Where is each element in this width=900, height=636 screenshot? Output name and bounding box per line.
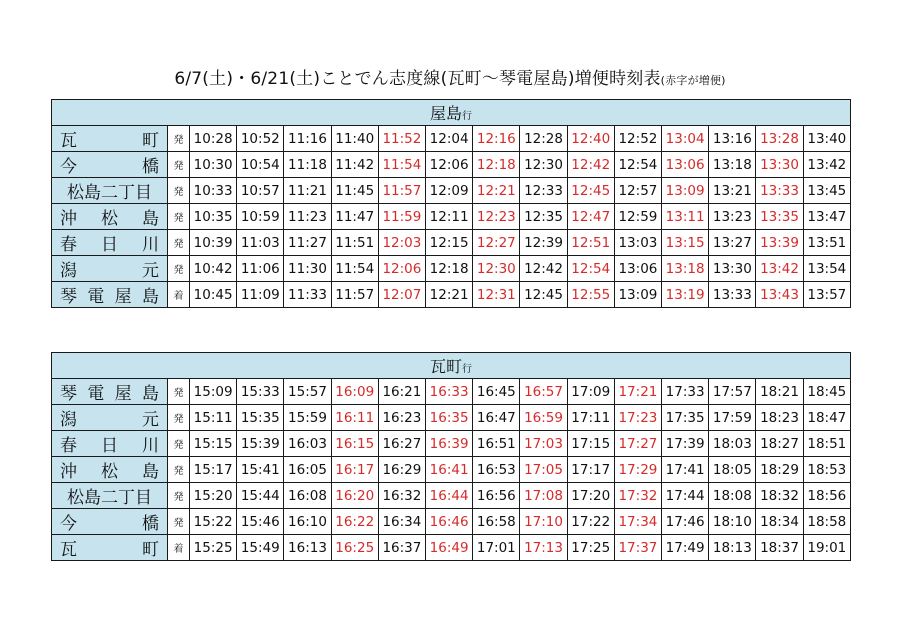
- station-name: 沖 松 島: [52, 204, 168, 230]
- time-cell: 12:18: [426, 256, 473, 282]
- extra-time-cell: 12:07: [378, 282, 425, 308]
- time-cell: 18:56: [803, 483, 850, 509]
- extra-time-cell: 13:28: [756, 126, 803, 152]
- time-cell: 12:30: [520, 152, 567, 178]
- extra-time-cell: 13:19: [662, 282, 709, 308]
- extra-time-cell: 17:23: [614, 405, 661, 431]
- time-cell: 11:23: [284, 204, 331, 230]
- table-row: [52, 535, 851, 561]
- time-cell: 10:35: [190, 204, 237, 230]
- table-row: [52, 152, 851, 178]
- time-cell: 13:45: [803, 178, 850, 204]
- time-cell: 16:56: [473, 483, 520, 509]
- time-cell: 13:54: [803, 256, 850, 282]
- extra-time-cell: 11:54: [378, 152, 425, 178]
- time-cell: 16:34: [378, 509, 425, 535]
- extra-time-cell: 16:41: [426, 457, 473, 483]
- timetable-to-kawaramachi: [51, 352, 851, 561]
- extra-time-cell: 12:27: [473, 230, 520, 256]
- arrival-departure-mark: 発: [168, 457, 190, 483]
- time-cell: 18:23: [756, 405, 803, 431]
- time-cell: 10:39: [190, 230, 237, 256]
- time-cell: 13:06: [614, 256, 661, 282]
- extra-time-cell: 17:03: [520, 431, 567, 457]
- time-cell: 10:30: [190, 152, 237, 178]
- arrival-departure-mark: 発: [168, 126, 190, 152]
- station-name: 沖 松 島: [52, 457, 168, 483]
- table-row: [52, 178, 851, 204]
- time-cell: 15:46: [237, 509, 284, 535]
- extra-time-cell: 13:09: [662, 178, 709, 204]
- time-cell: 18:05: [709, 457, 756, 483]
- time-cell: 17:01: [473, 535, 520, 561]
- time-cell: 12:09: [426, 178, 473, 204]
- extra-time-cell: 16:17: [331, 457, 378, 483]
- time-cell: 18:10: [709, 509, 756, 535]
- direction-suffix: 行: [462, 364, 472, 375]
- time-cell: 15:59: [284, 405, 331, 431]
- time-cell: 12:52: [614, 126, 661, 152]
- extra-time-cell: 13:15: [662, 230, 709, 256]
- table-row: [52, 457, 851, 483]
- direction-header: [52, 100, 851, 126]
- time-cell: 16:47: [473, 405, 520, 431]
- time-cell: 18:03: [709, 431, 756, 457]
- extra-time-cell: 13:04: [662, 126, 709, 152]
- time-cell: 17:15: [567, 431, 614, 457]
- time-cell: 13:47: [803, 204, 850, 230]
- time-cell: 15:39: [237, 431, 284, 457]
- time-cell: 16:58: [473, 509, 520, 535]
- time-cell: 16:37: [378, 535, 425, 561]
- time-cell: 12:04: [426, 126, 473, 152]
- extra-time-cell: 17:08: [520, 483, 567, 509]
- table-row: [52, 509, 851, 535]
- extra-time-cell: 11:52: [378, 126, 425, 152]
- time-cell: 12:42: [520, 256, 567, 282]
- extra-time-cell: 11:57: [378, 178, 425, 204]
- time-cell: 17:44: [662, 483, 709, 509]
- table-row: [52, 204, 851, 230]
- extra-time-cell: 12:55: [567, 282, 614, 308]
- time-cell: 12:15: [426, 230, 473, 256]
- extra-time-cell: 12:42: [567, 152, 614, 178]
- arrival-departure-mark: 発: [168, 379, 190, 405]
- time-cell: 11:42: [331, 152, 378, 178]
- time-cell: 11:03: [237, 230, 284, 256]
- station-name: 春 日 川: [52, 230, 168, 256]
- time-cell: 13:40: [803, 126, 850, 152]
- time-cell: 18:27: [756, 431, 803, 457]
- time-cell: 16:53: [473, 457, 520, 483]
- title-main: 6/7(土)・6/21(土)ことでん志度線(瓦町～琴電屋島)増便時刻表: [174, 69, 661, 89]
- time-cell: 11:09: [237, 282, 284, 308]
- extra-time-cell: 16:11: [331, 405, 378, 431]
- time-cell: 17:22: [567, 509, 614, 535]
- time-cell: 10:33: [190, 178, 237, 204]
- extra-time-cell: 16:46: [426, 509, 473, 535]
- time-cell: 15:35: [237, 405, 284, 431]
- station-name: 潟 元: [52, 405, 168, 431]
- extra-time-cell: 17:10: [520, 509, 567, 535]
- extra-time-cell: 12:23: [473, 204, 520, 230]
- station-name: 松島二丁目: [52, 178, 168, 204]
- extra-time-cell: 12:16: [473, 126, 520, 152]
- time-cell: 18:53: [803, 457, 850, 483]
- time-cell: 17:59: [709, 405, 756, 431]
- extra-time-cell: 13:30: [756, 152, 803, 178]
- time-cell: 13:09: [614, 282, 661, 308]
- extra-time-cell: 12:03: [378, 230, 425, 256]
- time-cell: 10:45: [190, 282, 237, 308]
- time-cell: 17:25: [567, 535, 614, 561]
- extra-time-cell: 16:09: [331, 379, 378, 405]
- time-cell: 13:57: [803, 282, 850, 308]
- time-cell: 18:32: [756, 483, 803, 509]
- extra-time-cell: 17:13: [520, 535, 567, 561]
- time-cell: 18:21: [756, 379, 803, 405]
- time-cell: 13:21: [709, 178, 756, 204]
- direction-header-row: [52, 353, 851, 379]
- time-cell: 17:33: [662, 379, 709, 405]
- time-cell: 13:33: [709, 282, 756, 308]
- station-name: 琴 電 屋 島: [52, 379, 168, 405]
- extra-time-cell: 17:37: [614, 535, 661, 561]
- arrival-departure-mark: 発: [168, 405, 190, 431]
- time-cell: 17:41: [662, 457, 709, 483]
- arrival-departure-mark: 着: [168, 535, 190, 561]
- time-cell: 12:21: [426, 282, 473, 308]
- time-cell: 11:51: [331, 230, 378, 256]
- time-cell: 13:03: [614, 230, 661, 256]
- time-cell: 12:35: [520, 204, 567, 230]
- extra-time-cell: 12:18: [473, 152, 520, 178]
- time-cell: 17:09: [567, 379, 614, 405]
- page-title: [0, 64, 900, 89]
- extra-time-cell: 17:34: [614, 509, 661, 535]
- time-cell: 16:51: [473, 431, 520, 457]
- extra-time-cell: 17:27: [614, 431, 661, 457]
- time-cell: 16:05: [284, 457, 331, 483]
- time-cell: 13:23: [709, 204, 756, 230]
- time-cell: 19:01: [803, 535, 850, 561]
- time-cell: 13:18: [709, 152, 756, 178]
- extra-time-cell: 17:29: [614, 457, 661, 483]
- arrival-departure-mark: 発: [168, 230, 190, 256]
- time-cell: 11:54: [331, 256, 378, 282]
- direction-header: [52, 353, 851, 379]
- time-cell: 13:30: [709, 256, 756, 282]
- timetable-to-yashima: [51, 99, 851, 308]
- time-cell: 13:51: [803, 230, 850, 256]
- extra-time-cell: 16:20: [331, 483, 378, 509]
- time-cell: 18:45: [803, 379, 850, 405]
- time-cell: 15:25: [190, 535, 237, 561]
- time-cell: 16:32: [378, 483, 425, 509]
- extra-time-cell: 16:44: [426, 483, 473, 509]
- extra-time-cell: 12:40: [567, 126, 614, 152]
- extra-time-cell: 13:33: [756, 178, 803, 204]
- extra-time-cell: 16:25: [331, 535, 378, 561]
- table-row: [52, 282, 851, 308]
- time-cell: 15:33: [237, 379, 284, 405]
- time-cell: 11:33: [284, 282, 331, 308]
- time-cell: 11:16: [284, 126, 331, 152]
- extra-time-cell: 12:06: [378, 256, 425, 282]
- extra-time-cell: 17:05: [520, 457, 567, 483]
- time-cell: 16:21: [378, 379, 425, 405]
- extra-time-cell: 13:18: [662, 256, 709, 282]
- extra-time-cell: 13:35: [756, 204, 803, 230]
- arrival-departure-mark: 発: [168, 509, 190, 535]
- extra-time-cell: 12:21: [473, 178, 520, 204]
- time-cell: 18:08: [709, 483, 756, 509]
- station-name: 琴 電 屋 島: [52, 282, 168, 308]
- table-row: [52, 126, 851, 152]
- time-cell: 12:57: [614, 178, 661, 204]
- station-name: 瓦 町: [52, 126, 168, 152]
- time-cell: 11:57: [331, 282, 378, 308]
- time-cell: 16:13: [284, 535, 331, 561]
- extra-time-cell: 16:22: [331, 509, 378, 535]
- table-row: [52, 379, 851, 405]
- time-cell: 18:13: [709, 535, 756, 561]
- time-cell: 15:57: [284, 379, 331, 405]
- table-row: [52, 256, 851, 282]
- time-cell: 10:54: [237, 152, 284, 178]
- time-cell: 12:54: [614, 152, 661, 178]
- station-name: 今 橋: [52, 152, 168, 178]
- arrival-departure-mark: 発: [168, 256, 190, 282]
- extra-time-cell: 16:35: [426, 405, 473, 431]
- time-cell: 11:30: [284, 256, 331, 282]
- time-cell: 12:28: [520, 126, 567, 152]
- time-cell: 16:27: [378, 431, 425, 457]
- time-cell: 16:10: [284, 509, 331, 535]
- time-cell: 16:45: [473, 379, 520, 405]
- extra-time-cell: 17:21: [614, 379, 661, 405]
- time-cell: 10:52: [237, 126, 284, 152]
- arrival-departure-mark: 発: [168, 431, 190, 457]
- station-name: 春 日 川: [52, 431, 168, 457]
- time-cell: 17:49: [662, 535, 709, 561]
- time-cell: 10:59: [237, 204, 284, 230]
- extra-time-cell: 16:57: [520, 379, 567, 405]
- extra-time-cell: 16:33: [426, 379, 473, 405]
- extra-time-cell: 16:59: [520, 405, 567, 431]
- time-cell: 18:51: [803, 431, 850, 457]
- extra-time-cell: 12:47: [567, 204, 614, 230]
- time-cell: 10:57: [237, 178, 284, 204]
- time-cell: 13:16: [709, 126, 756, 152]
- time-cell: 10:42: [190, 256, 237, 282]
- extra-time-cell: 13:06: [662, 152, 709, 178]
- time-cell: 16:23: [378, 405, 425, 431]
- time-cell: 17:17: [567, 457, 614, 483]
- time-cell: 13:42: [803, 152, 850, 178]
- time-cell: 11:21: [284, 178, 331, 204]
- extra-time-cell: 13:43: [756, 282, 803, 308]
- time-cell: 12:39: [520, 230, 567, 256]
- arrival-departure-mark: 着: [168, 282, 190, 308]
- time-cell: 17:20: [567, 483, 614, 509]
- extra-time-cell: 11:59: [378, 204, 425, 230]
- time-cell: 15:44: [237, 483, 284, 509]
- time-cell: 15:49: [237, 535, 284, 561]
- extra-time-cell: 13:42: [756, 256, 803, 282]
- extra-time-cell: 12:31: [473, 282, 520, 308]
- table-row: [52, 483, 851, 509]
- time-cell: 12:45: [520, 282, 567, 308]
- time-cell: 15:11: [190, 405, 237, 431]
- time-cell: 18:47: [803, 405, 850, 431]
- arrival-departure-mark: 発: [168, 178, 190, 204]
- title-note: (赤字が増便): [660, 74, 726, 87]
- time-cell: 12:33: [520, 178, 567, 204]
- arrival-departure-mark: 発: [168, 483, 190, 509]
- time-cell: 12:11: [426, 204, 473, 230]
- station-name: 潟 元: [52, 256, 168, 282]
- time-cell: 18:34: [756, 509, 803, 535]
- time-cell: 10:28: [190, 126, 237, 152]
- time-cell: 13:27: [709, 230, 756, 256]
- time-cell: 18:37: [756, 535, 803, 561]
- direction-label: 屋島: [429, 104, 462, 123]
- time-cell: 11:27: [284, 230, 331, 256]
- time-cell: 17:46: [662, 509, 709, 535]
- time-cell: 17:11: [567, 405, 614, 431]
- arrival-departure-mark: 発: [168, 152, 190, 178]
- time-cell: 11:06: [237, 256, 284, 282]
- time-cell: 18:58: [803, 509, 850, 535]
- time-cell: 17:39: [662, 431, 709, 457]
- station-name: 今 橋: [52, 509, 168, 535]
- table-row: [52, 405, 851, 431]
- time-cell: 12:06: [426, 152, 473, 178]
- time-cell: 15:09: [190, 379, 237, 405]
- extra-time-cell: 13:11: [662, 204, 709, 230]
- time-cell: 11:40: [331, 126, 378, 152]
- direction-header-row: [52, 100, 851, 126]
- extra-time-cell: 12:45: [567, 178, 614, 204]
- time-cell: 11:45: [331, 178, 378, 204]
- extra-time-cell: 12:30: [473, 256, 520, 282]
- time-cell: 15:15: [190, 431, 237, 457]
- station-name: 瓦 町: [52, 535, 168, 561]
- arrival-departure-mark: 発: [168, 204, 190, 230]
- extra-time-cell: 13:39: [756, 230, 803, 256]
- table-row: [52, 230, 851, 256]
- time-cell: 15:17: [190, 457, 237, 483]
- table-row: [52, 431, 851, 457]
- time-cell: 11:18: [284, 152, 331, 178]
- time-cell: 15:20: [190, 483, 237, 509]
- station-name: 松島二丁目: [52, 483, 168, 509]
- extra-time-cell: 12:54: [567, 256, 614, 282]
- direction-suffix: 行: [462, 111, 472, 122]
- time-cell: 16:29: [378, 457, 425, 483]
- time-cell: 18:29: [756, 457, 803, 483]
- time-cell: 15:22: [190, 509, 237, 535]
- time-cell: 15:41: [237, 457, 284, 483]
- time-cell: 16:03: [284, 431, 331, 457]
- time-cell: 11:47: [331, 204, 378, 230]
- extra-time-cell: 12:51: [567, 230, 614, 256]
- extra-time-cell: 17:32: [614, 483, 661, 509]
- extra-time-cell: 16:15: [331, 431, 378, 457]
- extra-time-cell: 16:39: [426, 431, 473, 457]
- extra-time-cell: 16:49: [426, 535, 473, 561]
- direction-label: 瓦町: [429, 357, 462, 376]
- time-cell: 17:35: [662, 405, 709, 431]
- time-cell: 16:08: [284, 483, 331, 509]
- time-cell: 12:59: [614, 204, 661, 230]
- time-cell: 17:57: [709, 379, 756, 405]
